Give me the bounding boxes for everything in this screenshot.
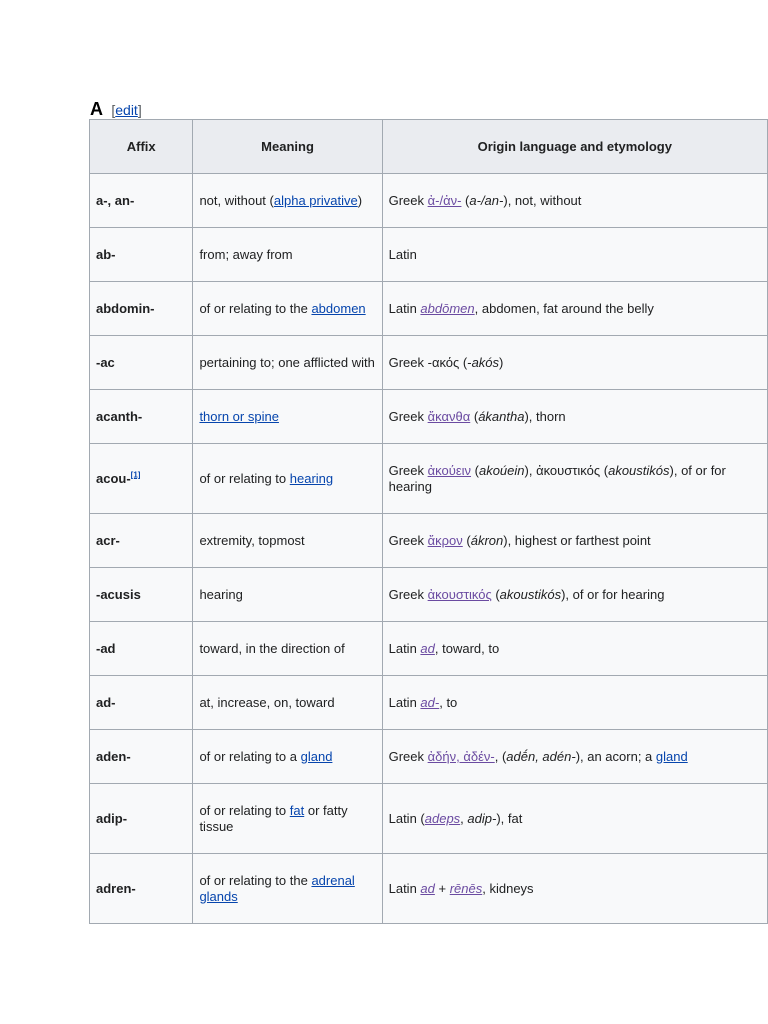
origin-cell: Latin ad-, to <box>382 676 767 730</box>
origin-link[interactable]: ἄκανθα <box>427 408 471 424</box>
affix-text: acou- <box>96 470 131 486</box>
meaning-link[interactable]: adrenal glands <box>199 872 355 904</box>
origin-cell: Greek ἀ-/ἀν- (a-/an-), not, without <box>382 174 767 228</box>
meaning-cell: from; away from <box>193 228 382 282</box>
origin-cell: Latin <box>382 228 767 282</box>
table-row <box>90 514 768 568</box>
table-row <box>90 854 768 924</box>
origin-cell: Greek -ακός (-akós) <box>382 336 767 390</box>
affix-text: -acusis <box>96 586 141 602</box>
meaning-cell: pertaining to; one afflicted with <box>193 336 382 390</box>
origin-italic-term: akoúein <box>478 462 525 478</box>
origin-link[interactable]: ad <box>420 880 435 896</box>
affix-text: acanth- <box>96 408 143 424</box>
table-row <box>90 444 768 514</box>
meaning-link[interactable]: alpha privative <box>273 192 358 208</box>
meaning-cell: of or relating to fat or fatty tissue <box>193 784 382 854</box>
affix-cell <box>90 390 193 444</box>
affix-cell <box>90 174 193 228</box>
origin-italic-term: akós <box>471 354 500 370</box>
origin-italic-term: akoustikós <box>608 462 670 478</box>
affix-cell <box>90 854 193 924</box>
origin-link[interactable]: ἀκούειν <box>427 462 472 478</box>
origin-link[interactable]: rēnēs <box>449 880 483 896</box>
affix-text: -ac <box>96 354 115 370</box>
table-row <box>90 336 768 390</box>
table-row <box>90 784 768 854</box>
affix-cell <box>90 676 193 730</box>
origin-cell: Greek ἀκουστικός (akoustikós), of or for hearing <box>382 568 767 622</box>
meaning-link[interactable]: fat <box>289 802 305 818</box>
origin-cell: Latin ad + rēnēs, kidneys <box>382 854 767 924</box>
meaning-link[interactable]: thorn or spine <box>199 408 279 424</box>
meaning-cell: of or relating to the abdomen <box>193 282 382 336</box>
meaning-cell: extremity, topmost <box>193 514 382 568</box>
origin-cell: Greek ἀδήν, ἀδέν-, (adḗn, adén-), an acorn; a gland <box>382 730 767 784</box>
origin-cell: Latin (adeps, adip-), fat <box>382 784 767 854</box>
origin-italic-term: akoustikós <box>499 586 562 602</box>
column-header-origin[interactable]: Origin language and etymology <box>382 120 767 174</box>
origin-italic-term: ákantha <box>478 408 525 424</box>
origin-cell: Greek ἄκρον (ákron), highest or farthest point <box>382 514 767 568</box>
table-row <box>90 730 768 784</box>
affix-cell <box>90 444 193 514</box>
affix-text: a-, an- <box>96 192 135 208</box>
origin-cell: Latin abdōmen, abdomen, fat around the belly <box>382 282 767 336</box>
origin-link[interactable]: ἄκρον <box>427 532 463 548</box>
origin-link[interactable]: gland <box>655 748 688 764</box>
affix-cell <box>90 730 193 784</box>
meaning-link[interactable]: gland <box>300 748 333 764</box>
origin-link[interactable]: ἀ-/ἀν- <box>427 192 462 208</box>
origin-link[interactable]: adeps <box>424 810 461 826</box>
affix-table <box>89 119 768 924</box>
affix-text: adren- <box>96 880 136 896</box>
table-row <box>90 174 768 228</box>
affix-text: ad- <box>96 694 116 710</box>
meaning-cell: of or relating to the adrenal glands <box>193 854 382 924</box>
meaning-cell: hearing <box>193 568 382 622</box>
origin-italic-term: a-/an- <box>469 192 504 208</box>
affix-text: ab- <box>96 246 116 262</box>
column-header-meaning[interactable]: Meaning <box>193 120 382 174</box>
meaning-cell: not, without (alpha privative) <box>193 174 382 228</box>
origin-link[interactable]: abdōmen <box>420 300 475 316</box>
origin-link[interactable]: ad- <box>420 694 440 710</box>
meaning-link[interactable]: abdomen <box>311 300 366 316</box>
affix-cell <box>90 336 193 390</box>
affix-text: -ad <box>96 640 116 656</box>
table-row <box>90 676 768 730</box>
edit-link[interactable]: edit <box>115 102 138 118</box>
origin-cell: Greek ἀκούειν (akoúein), ἀκουστικός (akoustikós), of or for hearing <box>382 444 767 514</box>
reference-link[interactable]: [1] <box>130 470 141 480</box>
origin-link[interactable]: ἀκουστικός <box>427 586 492 602</box>
table-header-row <box>90 120 768 174</box>
affix-cell <box>90 784 193 854</box>
affix-cell <box>90 622 193 676</box>
affix-cell <box>90 228 193 282</box>
meaning-cell: toward, in the direction of <box>193 622 382 676</box>
edit-section: [edit] <box>111 102 142 118</box>
meaning-cell: of or relating to hearing <box>193 444 382 514</box>
affix-text: acr- <box>96 532 120 548</box>
affix-cell <box>90 568 193 622</box>
column-header-affix[interactable]: Affix <box>90 120 193 174</box>
section-letter: A <box>90 99 103 119</box>
affix-cell <box>90 282 193 336</box>
origin-link[interactable]: ad <box>420 640 435 656</box>
table-row <box>90 390 768 444</box>
meaning-cell <box>193 390 382 444</box>
origin-cell: Latin ad, toward, to <box>382 622 767 676</box>
origin-link[interactable]: ἀδήν, ἀδέν- <box>427 748 495 764</box>
meaning-link[interactable]: hearing <box>289 470 334 486</box>
origin-italic-term: adip- <box>467 810 497 826</box>
table-row <box>90 228 768 282</box>
origin-italic-term: ákron <box>470 532 504 548</box>
affix-text: abdomin- <box>96 300 155 316</box>
table-row <box>90 622 768 676</box>
affix-text: aden- <box>96 748 131 764</box>
affix-cell <box>90 514 193 568</box>
origin-cell: Greek ἄκανθα (ákantha), thorn <box>382 390 767 444</box>
table-row <box>90 282 768 336</box>
table-row <box>90 568 768 622</box>
section-heading <box>90 98 142 121</box>
meaning-cell: at, increase, on, toward <box>193 676 382 730</box>
affix-text: adip- <box>96 810 128 826</box>
origin-italic-term: adḗn, adén- <box>506 748 576 764</box>
meaning-cell: of or relating to a gland <box>193 730 382 784</box>
